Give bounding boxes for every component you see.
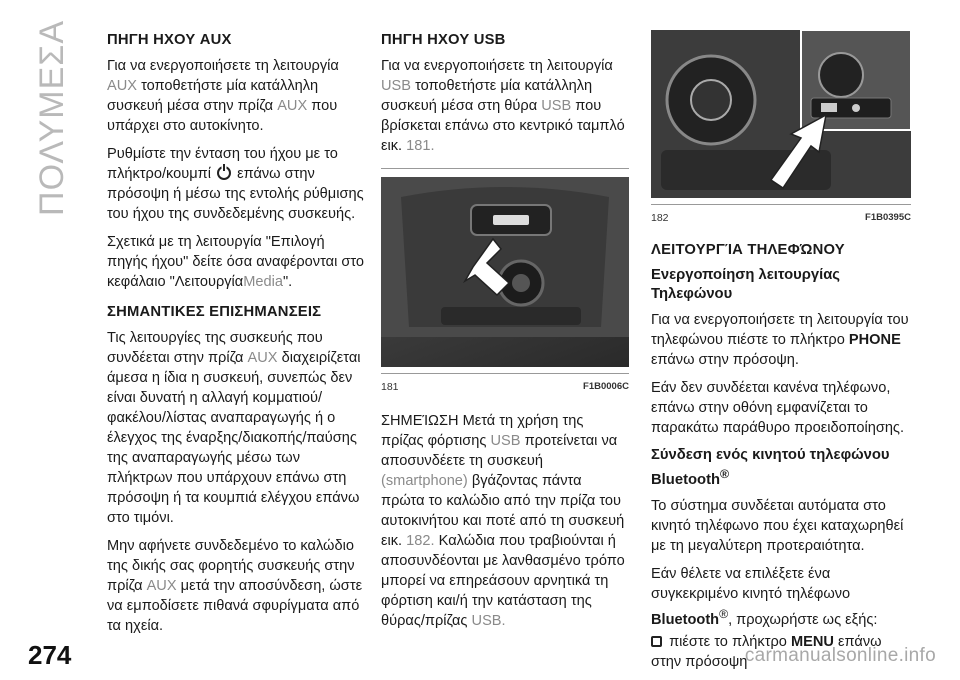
smartphone-term: (smartphone) — [381, 473, 468, 489]
text: προτείνεται να αποσυνδέετε τη συσκευή — [381, 433, 618, 469]
column-phone — [651, 30, 911, 680]
text: Για να ενεργοποιήσετε τη λειτουργία του τηλεφώνου πιέστε το πλήκτρο — [651, 312, 909, 348]
bluetooth-heading — [651, 446, 911, 490]
usb-term: USB — [381, 78, 412, 94]
usb-term: USB. — [471, 613, 506, 629]
aux-paragraph-3 — [107, 232, 365, 292]
page-number: 274 — [28, 640, 72, 670]
figure-number: 182 — [651, 212, 669, 224]
bluetooth-term: Bluetooth — [651, 611, 720, 628]
aux-term: AUX — [247, 350, 278, 366]
figure-ref: 182. — [406, 533, 435, 549]
text: τοποθετήστε μία κατάλληλη συσκευή μέσα στην πρίζα — [107, 78, 319, 114]
figure-181 — [381, 168, 629, 397]
usb-heading: ΠΗΓΗ ΗΧΟΥ USB — [381, 32, 506, 48]
text: Σύνδεση ενός κινητού τηλεφώνου Bluetooth — [651, 447, 890, 488]
text: Τις λειτουργίες της συσκευής που συνδέεται στην πρίζα — [107, 330, 323, 366]
column-aux — [107, 30, 365, 644]
phone-heading: ΛΕΙΤΟΥΡΓΊΑ ΤΗΛΕΦΏΝΟΥ — [651, 242, 845, 258]
text: Ρυθμίστε την ένταση του ήχου με το πλήκτρο/κουμπί — [107, 146, 338, 182]
power-icon — [217, 166, 231, 180]
usb-note — [381, 411, 629, 631]
text: πιέστε το πλήκτρο — [669, 633, 787, 650]
text: Για να ενεργοποιήσετε τη λειτουργία — [107, 58, 339, 74]
text: επάνω στην πρόσοψη ή μέσω της εντολής ρύθμισης του ήχου της συνδεδεμένης συσκευής. — [107, 166, 364, 222]
figure-code: F1B0395C — [865, 212, 911, 223]
column-usb — [381, 30, 629, 639]
notes-paragraph-1 — [107, 328, 365, 528]
text: επάνω στην πρόσοψη — [651, 633, 882, 670]
activate-paragraph-1 — [651, 310, 911, 370]
text: Μην αφήνετε συνδεδεμένο το καλώδιο της δικής σας φορητής συσκευής στην πρίζα — [107, 538, 355, 594]
text: ". — [283, 274, 293, 290]
text: διαχειρίζεται άμεσα η ίδια η συσκευή, συνεπώς δεν είναι δυνατή η αλλαγή κομματιού/φακέλου/λίστας αναπαραγωγής ή ο έλεγχος της έναρξης/διακοπής/παύσης της αναπαραγωγής μέσω των πλήκτρων που υπάρχουν επάνω στη πρόσοψη ή τα κουμπιά ελέγχου επάνω στο τιμόνι. — [107, 350, 361, 526]
phone-key: PHONE — [848, 332, 901, 348]
activate-heading: Ενεργοποίηση λειτουργίας Τηλεφώνου — [651, 267, 840, 302]
aux-paragraph-2 — [107, 144, 365, 224]
aux-paragraph-1 — [107, 56, 365, 136]
text: Εάν θέλετε να επιλέξετε ένα συγκεκριμένο κινητό τηλέφωνο — [651, 565, 851, 602]
usb-port-photo — [381, 177, 629, 367]
chapter-side-tab — [22, 20, 82, 270]
activate-paragraph-2: Εάν δεν συνδέεται κανένα τηλέφωνο, επάνω στην οθόνη εμφανίζεται το παρακάτω παράθυρο προειδοποίησης. — [651, 380, 905, 436]
text: μετά την αποσύνδεση, ώστε να εμποδίσετε πιθανά σφυρίγματα από τα ηχεία. — [107, 578, 363, 634]
chapter-title: ΠΟΛΥΜΕΣΑ — [32, 20, 71, 216]
text: τοποθετήστε μία κατάλληλη συσκευή μέσα στη θύρα — [381, 78, 593, 114]
figure-182-caption — [651, 204, 911, 228]
usb-term: USB — [541, 98, 572, 114]
text: Σχετικά με τη λειτουργία "Επιλογή πηγής ήχου" δείτε όσα αναφέρονται στο κεφάλαιο "Λειτουργία — [107, 234, 365, 290]
aux-heading: ΠΗΓΗ ΗΧΟΥ AUX — [107, 32, 232, 48]
notes-paragraph-2 — [107, 536, 365, 636]
text: επάνω στην πρόσοψη. — [651, 352, 799, 368]
menu-key: MENU — [790, 633, 834, 650]
figure-code: F1B0006C — [583, 381, 629, 392]
bluetooth-paragraph-1: Το σύστημα συνδέεται αυτόματα στο κινητό τηλέφωνο που έχει καταχωρηθεί με τη μεγαλύτερη προτεραιότητα. — [651, 497, 904, 554]
aux-term: AUX — [277, 98, 308, 114]
figure-ref: 181. — [406, 138, 435, 154]
step-bullet-icon — [651, 636, 662, 647]
figure-182 — [651, 30, 911, 228]
registered-mark: ® — [719, 606, 729, 621]
text: που βρίσκεται επάνω στο κεντρικό ταμπλό εικ. — [381, 98, 625, 154]
watermark-text: carmanualsonline.info — [744, 645, 936, 666]
registered-mark: ® — [720, 467, 730, 481]
text: Για να ενεργοποιήσετε τη λειτουργία — [381, 58, 613, 74]
text: βγάζοντας πάντα πρώτα το καλώδιο από την πρίζα του αυτοκινήτου και ποτέ από τη συσκευή εικ. — [381, 473, 625, 549]
text: , προχωρήστε ως εξής: — [728, 611, 878, 628]
usb-paragraph-1 — [381, 56, 629, 156]
text: που υπάρχει στο αυτοκίνητο. — [107, 98, 338, 134]
figure-number: 181 — [381, 381, 399, 393]
dashboard-photo — [651, 30, 911, 198]
aux-term: AUX — [146, 578, 177, 594]
dashboard-illustration — [651, 30, 911, 198]
text: Καλώδια που τραβιούνται ή αποσυνδέονται με λανθασμένο τρόπο μπορεί να επηρεάσουν αρνητικά τη φόρτιση και/ή την κατάσταση της θύρας/πρίζας — [381, 533, 625, 629]
aux-term: AUX — [107, 78, 138, 94]
figure-top-rule — [381, 168, 629, 169]
media-term: Media — [243, 274, 283, 290]
usb-port-illustration — [381, 177, 629, 337]
usb-term: USB — [490, 433, 521, 449]
figure-181-caption — [381, 373, 629, 397]
text: ΣΗΜΕΊΩΣΗ Μετά τη χρήση της πρίζας φόρτισης — [381, 413, 584, 449]
notes-heading: ΣΗΜΑΝΤΙΚΕΣ ΕΠΙΣΗΜΑΝΣΕΙΣ — [107, 304, 322, 320]
bluetooth-paragraph-2 — [651, 564, 911, 630]
